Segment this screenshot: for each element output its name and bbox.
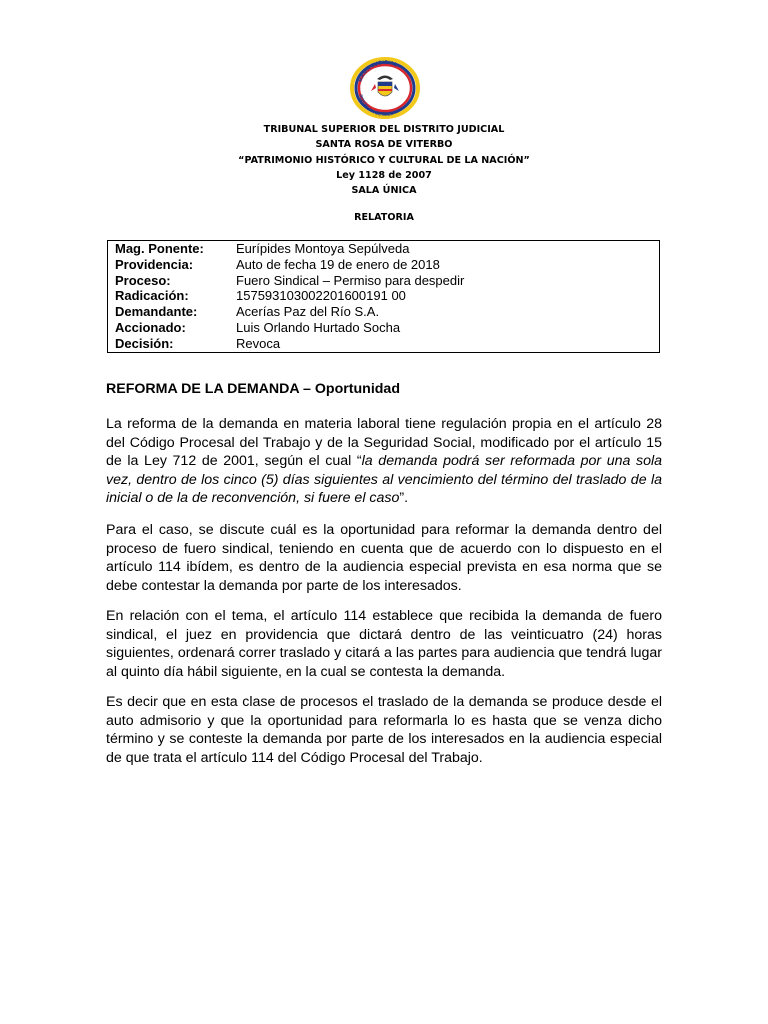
info-label: Demandante: <box>115 304 198 320</box>
info-value: Auto de fecha 19 de enero de 2018 <box>236 256 440 272</box>
paragraph-text: La reforma de la demanda en materia laboral tiene regulación propia en el artículo 28 del Código Procesal del Trabajo y de la Seguridad Social, modificado por el artículo 15 de la Ley 712 de 2001, según el cual “ <box>106 416 662 469</box>
info-label: Accionado: <box>115 319 186 335</box>
document-subtitle: RELATORIA <box>354 212 414 223</box>
quoted-norm-text: la demanda podrá ser reformada por una sola vez, dentro de los cinco (5) días siguientes al vencimiento del término del traslado de la inicial o de la de reconvención, si fuere el caso <box>106 453 663 506</box>
seal-text-top: RAMA JUDICIAL <box>357 59 399 83</box>
info-value: Luis Orlando Hurtado Socha <box>236 319 401 335</box>
body-paragraph-1 <box>106 415 662 508</box>
coat-of-arms-icon <box>371 76 399 97</box>
court-name: TRIBUNAL SUPERIOR DEL DISTRITO JUDICIAL <box>263 124 505 135</box>
seal-text-bottom: REPÚBLICA DE COLOMBIA <box>358 93 404 118</box>
court-header <box>0 122 768 198</box>
info-row-demandante <box>115 304 659 320</box>
info-row-providencia <box>115 257 659 273</box>
info-label: Providencia: <box>115 256 194 272</box>
paragraph-text-end: ”. <box>399 490 409 506</box>
info-row-decision <box>115 336 659 352</box>
court-location: SANTA ROSA DE VITERBO <box>315 139 453 151</box>
info-value: Acerías Paz del Río S.A. <box>236 304 380 320</box>
info-row-radicacion <box>115 288 659 304</box>
body-paragraph-3: En relación con el tema, el artículo 114 establece que recibida la demanda de fuero sindical, el juez en providencia que dictará dentro de las veinticuatro (24) horas siguientes, ordenará correr traslado y citará a las partes para audiencia que tendrá lugar al quinto día hábil siguiente, en la cual se contesta la demanda. <box>106 608 662 680</box>
info-value: 157593103002201600191 00 <box>236 288 406 304</box>
body-paragraph-2: Para el caso, se discute cuál es la oportunidad para reformar la demanda dentro del proceso de fuero sindical, teniendo en cuenta que de acuerdo con lo dispuesto en el artículo 114 ibídem, es dentro de la audiencia especial prevista en esa norma que se debe contestar la demanda por parte de los interesados. <box>106 522 662 594</box>
info-value: Fuero Sindical – Permiso para despedir <box>236 272 465 288</box>
info-value: Eurípides Montoya Sepúlveda <box>236 241 410 256</box>
chamber-name: SALA ÚNICA <box>351 185 417 197</box>
section-title: REFORMA DE LA DEMANDA – Oportunidad <box>106 381 400 397</box>
info-row-accionado <box>115 320 659 336</box>
body-paragraph-4: Es decir que en esta clase de procesos el traslado de la demanda se produce desde el auto admisorio y que la oportunidad para reformarla lo es hasta que se venza dicho término y se conteste la demanda por parte de los interesados en la audiencia especial de que trata el artículo 114 del Código Procesal del Trabajo. <box>106 694 662 766</box>
info-row-magistrate <box>115 241 659 257</box>
info-row-proceso <box>115 273 659 289</box>
info-label: Decisión: <box>115 335 174 351</box>
rama-judicial-seal-logo <box>333 57 437 119</box>
info-label: Radicación: <box>115 288 189 304</box>
info-value: Revoca <box>236 335 281 351</box>
law-reference: Ley 1128 de 2007 <box>336 169 432 181</box>
info-label: Mag. Ponente: <box>115 241 204 256</box>
info-label: Proceso: <box>115 272 171 288</box>
heritage-motto: “PATRIMONIO HISTÓRICO Y CULTURAL DE LA NACIÓN” <box>238 154 530 166</box>
case-info-box <box>107 240 660 353</box>
